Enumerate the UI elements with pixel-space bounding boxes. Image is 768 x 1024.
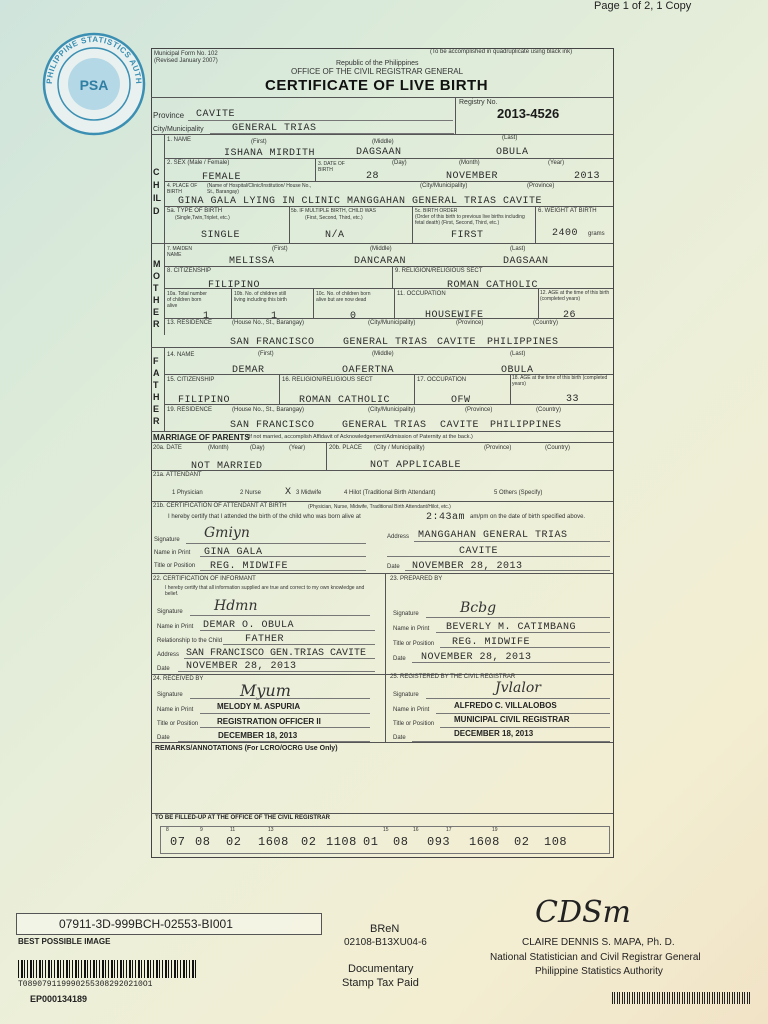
mother-c10a: 1 bbox=[203, 311, 210, 322]
mother-citizenship-label: 8. CITIZENSHIP bbox=[167, 268, 212, 274]
mother-residence-label: 13. RESIDENCE bbox=[167, 320, 213, 326]
footer-code: 07911-3D-999BCH-02553-BI001 bbox=[59, 917, 233, 931]
informant-date-label: Date bbox=[157, 666, 170, 672]
prepared-name: BEVERLY M. CATIMBANG bbox=[446, 622, 577, 633]
child-pob-sub1: (Name of Hospital/Clinic/Institution/ House No., St., Barangay) bbox=[207, 183, 312, 195]
attendant-name-label: Name in Print bbox=[154, 550, 191, 556]
code-number: 8 bbox=[166, 827, 169, 833]
child-weight-unit: grams bbox=[588, 231, 605, 237]
father-residence-sub4: (Country) bbox=[536, 407, 562, 413]
attendant-name: GINA GALA bbox=[204, 547, 263, 558]
received-name: MELODY M. ASPURIA bbox=[217, 702, 301, 711]
registered-title: MUNICIPAL CIVIL REGISTRAR bbox=[454, 715, 570, 724]
registered-name-label: Name in Print bbox=[393, 707, 430, 713]
city-value: GENERAL TRIAS bbox=[232, 123, 317, 134]
attendant-option-1[interactable]: 1 Physician bbox=[172, 490, 203, 496]
mother-c10a-label: 10a. Total number of children born alive bbox=[167, 291, 207, 309]
informant-relationship: FATHER bbox=[245, 634, 285, 645]
code-value: 08 bbox=[393, 835, 409, 849]
code-value: 07 bbox=[170, 835, 186, 849]
attendant-option-2[interactable]: 2 Nurse bbox=[240, 490, 262, 496]
marriage-date: NOT MARRIED bbox=[191, 461, 263, 472]
city-label: City/Municipality bbox=[153, 126, 204, 133]
child-type-label: 5a. TYPE OF BIRTH bbox=[167, 208, 223, 214]
father-age: 33 bbox=[566, 394, 580, 405]
code-value: 02 bbox=[514, 835, 530, 849]
received-date-label: Date bbox=[157, 735, 170, 741]
child-side-label: CHILD bbox=[153, 167, 161, 216]
mother-occupation: HOUSEWIFE bbox=[425, 310, 484, 321]
mother-middle-label: (Middle) bbox=[370, 246, 392, 252]
code-value: 02 bbox=[226, 835, 242, 849]
mother-residence-province: CAVITE bbox=[437, 337, 477, 348]
mother-residence-street: SAN FRANCISCO bbox=[230, 337, 315, 348]
marriage-place: NOT APPLICABLE bbox=[370, 460, 462, 471]
child-middle-label: (Middle) bbox=[372, 139, 394, 145]
mother-c10b-label: 10b. No. of children still living including this birth bbox=[234, 291, 287, 303]
prepared-label: 23. PREPARED BY bbox=[390, 576, 443, 582]
father-religion-label: 16. RELIGION/RELIGIOUS SECT bbox=[282, 377, 373, 383]
registered-date: DECEMBER 18, 2013 bbox=[454, 729, 534, 738]
bren-code: 02108-B13XU04-6 bbox=[344, 937, 427, 948]
father-name-label: 14. NAME bbox=[167, 352, 195, 358]
father-residence-city: GENERAL TRIAS bbox=[342, 420, 427, 431]
father-last-label: (Last) bbox=[510, 351, 526, 357]
child-middle: DAGSAAN bbox=[356, 147, 402, 158]
informant-name-label: Name in Print bbox=[157, 624, 194, 630]
father-middle-label: (Middle) bbox=[372, 351, 394, 357]
attendant-address-2: CAVITE bbox=[459, 546, 499, 557]
child-last: OBULA bbox=[496, 147, 529, 158]
attendant-address-label: Address bbox=[387, 534, 410, 540]
official-title-1: National Statistician and Civil Registrar General bbox=[490, 952, 701, 963]
attendant-cert-text1: I hereby certify that I attended the birth of the child who was born alive at bbox=[168, 514, 361, 520]
child-weight: 2400 bbox=[552, 228, 579, 239]
child-month: NOVEMBER bbox=[446, 171, 499, 182]
barcode-left bbox=[18, 960, 198, 978]
footer-code-box bbox=[16, 913, 322, 935]
best-possible-image: BEST POSSIBLE IMAGE bbox=[18, 937, 111, 946]
attendant-title: REG. MIDWIFE bbox=[210, 561, 289, 572]
father-citizenship-label: 15. CITIZENSHIP bbox=[167, 377, 215, 383]
child-pob-sub3: (Province) bbox=[527, 183, 555, 189]
mother-last-label: (Last) bbox=[510, 246, 526, 252]
seal-initials: PSA bbox=[79, 77, 109, 93]
code-number: 13 bbox=[268, 827, 274, 833]
child-weight-label: 6. WEIGHT AT BIRTH bbox=[538, 208, 597, 214]
received-date: DECEMBER 18, 2013 bbox=[218, 731, 298, 740]
code-value: 08 bbox=[195, 835, 211, 849]
attendant-signature-label: Signature bbox=[154, 537, 180, 543]
registered-date-label: Date bbox=[393, 735, 406, 741]
child-type: SINGLE bbox=[201, 230, 241, 241]
code-box-row bbox=[160, 826, 610, 854]
code-value: 01 bbox=[363, 835, 379, 849]
code-number: 11 bbox=[230, 827, 236, 833]
child-order: FIRST bbox=[451, 230, 484, 241]
attendant-address-1: MANGGAHAN GENERAL TRIAS bbox=[418, 530, 568, 541]
filled-label: TO BE FILLED-UP AT THE OFFICE OF THE CIVIL REGISTRAR bbox=[155, 815, 331, 821]
prepared-name-label: Name in Print bbox=[393, 626, 430, 632]
child-pob-label: 4. PLACE OF BIRTH bbox=[167, 183, 198, 195]
attendant-option-5[interactable]: 5 Others (Specify) bbox=[494, 490, 543, 496]
province-value: CAVITE bbox=[196, 109, 236, 120]
child-day: 28 bbox=[366, 171, 380, 182]
mother-c10b: 1 bbox=[271, 311, 278, 322]
official-name: CLAIRE DENNIS S. MAPA, Ph. D. bbox=[522, 937, 675, 948]
marriage-header: MARRIAGE OF PARENTS bbox=[153, 433, 250, 442]
office: OFFICE OF THE CIVIL REGISTRAR GENERAL bbox=[291, 67, 464, 76]
mother-citizenship: FILIPINO bbox=[208, 280, 261, 291]
child-pob: GINA GALA LYING IN CLINIC MANGGAHAN GENERAL TRIAS CAVITE bbox=[178, 196, 543, 207]
registered-label: 25. REGISTERED BY THE CIVIL REGISTRAR bbox=[390, 674, 516, 680]
father-citizenship: FILIPINO bbox=[178, 395, 231, 406]
mother-middle: DANCARAN bbox=[354, 256, 407, 267]
informant-relationship-label: Relationship to the Child bbox=[157, 638, 223, 644]
father-last: OBULA bbox=[501, 365, 534, 376]
child-month-label: (Month) bbox=[459, 160, 480, 166]
attendant-cert-label: 21b. CERTIFICATION OF ATTENDANT AT BIRTH bbox=[153, 503, 287, 509]
mother-residence-country: PHILIPPINES bbox=[487, 337, 559, 348]
mother-residence-sub1: (House No., St., Barangay) bbox=[232, 320, 305, 326]
code-number: 16 bbox=[413, 827, 419, 833]
attendant-mark: X bbox=[285, 487, 292, 498]
code-value: 1608 bbox=[469, 835, 500, 849]
page-counter: Page 1 of 2, 1 Copy bbox=[594, 0, 692, 12]
mother-occupation-label: 11. OCCUPATION bbox=[397, 291, 446, 297]
child-year: 2013 bbox=[574, 171, 601, 182]
child-first: ISHANA MIRDITH bbox=[224, 148, 316, 159]
code-value: 093 bbox=[427, 835, 451, 849]
attendant-option-4[interactable]: 4 Hilot (Traditional Birth Attendant) bbox=[344, 490, 436, 496]
attendant-time: 2:43am bbox=[426, 512, 466, 523]
marriage-place-sub3: (Country) bbox=[545, 445, 571, 451]
father-occupation-label: 17. OCCUPATION bbox=[417, 377, 467, 383]
mother-age: 26 bbox=[563, 310, 577, 321]
mother-residence-sub3: (Province) bbox=[456, 320, 484, 326]
father-residence-sub3: (Province) bbox=[465, 407, 493, 413]
code-value: 02 bbox=[301, 835, 317, 849]
registry-no: 2013-4526 bbox=[497, 106, 560, 121]
prepared-title: REG. MIDWIFE bbox=[452, 637, 531, 648]
child-day-label: (Day) bbox=[392, 160, 407, 166]
registered-signature-label: Signature bbox=[393, 692, 419, 698]
father-residence-sub2: (City/Municipality) bbox=[368, 407, 416, 413]
registered-signature: Jvlalor bbox=[495, 680, 541, 696]
doc-stamp-1: Documentary bbox=[348, 963, 414, 975]
child-sex: FEMALE bbox=[202, 172, 242, 183]
attendant-signature: Gmiyn bbox=[204, 525, 250, 541]
father-religion: ROMAN CATHOLIC bbox=[299, 395, 391, 406]
marriage-place-sub1: (City / Municipality) bbox=[374, 445, 425, 451]
father-residence-country: PHILIPPINES bbox=[490, 420, 562, 431]
informant-name: DEMAR O. OBULA bbox=[203, 620, 295, 631]
child-multiple: N/A bbox=[325, 230, 345, 241]
official-title-2: Philippine Statistics Authority bbox=[535, 966, 663, 977]
registry-label: Registry No. bbox=[459, 99, 498, 106]
code-value: 1608 bbox=[258, 835, 289, 849]
informant-text: I hereby certify that all information supplied are true and correct to my own knowledge and belief. bbox=[165, 585, 365, 597]
mother-c10c-label: 10c. No. of children born alive but are now dead bbox=[316, 291, 371, 303]
ep-number: EP000134189 bbox=[30, 994, 88, 1004]
father-residence-province: CAVITE bbox=[440, 420, 480, 431]
seal-text: PHILIPPINE STATISTICS AUTH bbox=[44, 34, 144, 85]
mother-age-label: 12. AGE at the time of this birth (completed years) bbox=[540, 290, 610, 302]
remarks-label: REMARKS/ANNOTATIONS (For LCRO/OCRG Use Only) bbox=[155, 745, 338, 752]
mother-c10c: 0 bbox=[350, 311, 357, 322]
mother-name-label: 7. MAIDEN NAME bbox=[167, 246, 193, 258]
attendant-date-label: Date bbox=[387, 564, 400, 570]
attendant-title-label: Title or Position bbox=[154, 563, 196, 569]
doc-stamp-2: Stamp Tax Paid bbox=[342, 977, 419, 989]
received-title-label: Title or Position bbox=[157, 721, 199, 727]
child-name-label: 1. NAME bbox=[167, 137, 192, 143]
code-value: 108 bbox=[544, 835, 568, 849]
barcode-number: T0890791199902553082920210O1 bbox=[18, 980, 153, 989]
prepared-date-label: Date bbox=[393, 656, 406, 662]
child-multiple-label: 5b. IF MULTIPLE BIRTH, CHILD WAS bbox=[291, 208, 376, 214]
father-occupation: OFW bbox=[451, 395, 471, 406]
child-sex-label: 2. SEX (Male / Female) bbox=[167, 160, 230, 166]
informant-label: 22. CERTIFICATION OF INFORMANT bbox=[153, 576, 256, 582]
marriage-place-sub2: (Province) bbox=[484, 445, 512, 451]
child-order-sub: (Order of this birth to previous live births including fetal death) (First, Second, Third, etc.) bbox=[415, 214, 525, 226]
father-residence-label: 19. RESIDENCE bbox=[167, 407, 213, 413]
father-residence-sub1: (House No., St., Barangay) bbox=[232, 407, 305, 413]
father-age-label: 18. AGE at the time of this birth (completed years) bbox=[512, 375, 608, 387]
received-label: 24. RECEIVED BY bbox=[153, 676, 204, 682]
marriage-place-label: 20b. PLACE bbox=[329, 445, 363, 451]
mother-first: MELISSA bbox=[229, 256, 275, 267]
registered-title-label: Title or Position bbox=[393, 721, 435, 727]
prepared-signature-label: Signature bbox=[393, 611, 419, 617]
mother-residence-sub2: (City/Municipality) bbox=[368, 320, 416, 326]
official-signature: CDSm bbox=[535, 895, 632, 930]
informant-signature: Hdmn bbox=[214, 598, 258, 614]
attendant-label: 21a. ATTENDANT bbox=[153, 472, 202, 478]
father-middle: OAFERTNA bbox=[342, 365, 395, 376]
child-pob-sub2: (City/Municipality) bbox=[420, 183, 468, 189]
attendant-option-3[interactable]: 3 Midwife bbox=[296, 490, 322, 496]
attendant-cert-sub: (Physician, Nurse, Midwife, Traditional Birth Attendant/Hilot, etc.) bbox=[308, 504, 451, 510]
code-number: 17 bbox=[446, 827, 452, 833]
prepared-title-label: Title or Position bbox=[393, 641, 435, 647]
child-year-label: (Year) bbox=[548, 160, 565, 166]
child-multiple-sub: (First, Second, Third, etc.) bbox=[305, 215, 363, 221]
marriage-date-label: 20a. DATE bbox=[153, 445, 182, 451]
code-number: 15 bbox=[383, 827, 389, 833]
father-first: DEMAR bbox=[232, 365, 265, 376]
mother-residence-city: GENERAL TRIAS bbox=[343, 337, 428, 348]
informant-address: SAN FRANCISCO GEN.TRIAS CAVITE bbox=[186, 648, 367, 659]
mother-residence-sub4: (Country) bbox=[533, 320, 559, 326]
mother-first-label: (First) bbox=[272, 246, 288, 252]
attendant-date: NOVEMBER 28, 2013 bbox=[412, 561, 523, 572]
received-name-label: Name in Print bbox=[157, 707, 194, 713]
marriage-month-label: (Month) bbox=[208, 445, 229, 451]
code-number: 9 bbox=[200, 827, 203, 833]
child-dob-label: 3. DATE OF BIRTH bbox=[318, 161, 345, 173]
father-residence-street: SAN FRANCISCO bbox=[230, 420, 315, 431]
marriage-note: (If not married, accomplish Affidavit of Acknowledgement/Admission of Paternity at the back.) bbox=[247, 434, 473, 440]
informant-address-label: Address bbox=[157, 652, 180, 658]
father-first-label: (First) bbox=[258, 351, 274, 357]
mother-religion: ROMAN CATHOLIC bbox=[447, 280, 539, 291]
informant-signature-label: Signature bbox=[157, 609, 183, 615]
father-side-label: FATHER bbox=[153, 356, 160, 426]
child-last-label: (Last) bbox=[502, 135, 518, 141]
republic: Republic of the Philippines bbox=[336, 60, 419, 67]
revised: (Revised January 2007) bbox=[154, 58, 218, 64]
attendant-cert-text2: am/pm on the date of birth specified above. bbox=[470, 514, 586, 520]
informant-date: NOVEMBER 28, 2013 bbox=[186, 661, 297, 672]
marriage-year-label: (Year) bbox=[289, 445, 306, 451]
province-label: Province bbox=[153, 111, 185, 120]
certificate-title: CERTIFICATE OF LIVE BIRTH bbox=[265, 77, 489, 94]
mother-side-label: MOTHER bbox=[153, 259, 161, 329]
form-no: Municipal Form No. 102 bbox=[154, 51, 218, 57]
mother-last: DAGSAAN bbox=[503, 256, 549, 267]
registered-name: ALFREDO C. VILLALOBOS bbox=[454, 701, 557, 710]
code-number: 19 bbox=[492, 827, 498, 833]
prepared-signature: Bcbg bbox=[460, 600, 497, 616]
prepared-date: NOVEMBER 28, 2013 bbox=[421, 652, 532, 663]
barcode-right bbox=[612, 992, 750, 1004]
received-signature-label: Signature bbox=[157, 692, 183, 698]
mother-religion-label: 9. RELIGION/RELIGIOUS SECT bbox=[395, 268, 483, 274]
marriage-day-label: (Day) bbox=[250, 445, 265, 451]
child-type-sub: (Single,Twin,Triplet, etc.) bbox=[175, 215, 230, 221]
received-signature: Myum bbox=[240, 681, 291, 700]
received-title: REGISTRATION OFFICER II bbox=[217, 717, 321, 726]
child-first-label: (First) bbox=[251, 139, 267, 145]
code-value: 1108 bbox=[326, 835, 357, 849]
quadruplicate: (To be accomplished in quadruplicate using black ink) bbox=[430, 49, 573, 55]
psa-seal bbox=[40, 32, 148, 136]
bren-label: BReN bbox=[370, 923, 400, 935]
child-order-label: 5c. BIRTH ORDER bbox=[415, 208, 458, 214]
